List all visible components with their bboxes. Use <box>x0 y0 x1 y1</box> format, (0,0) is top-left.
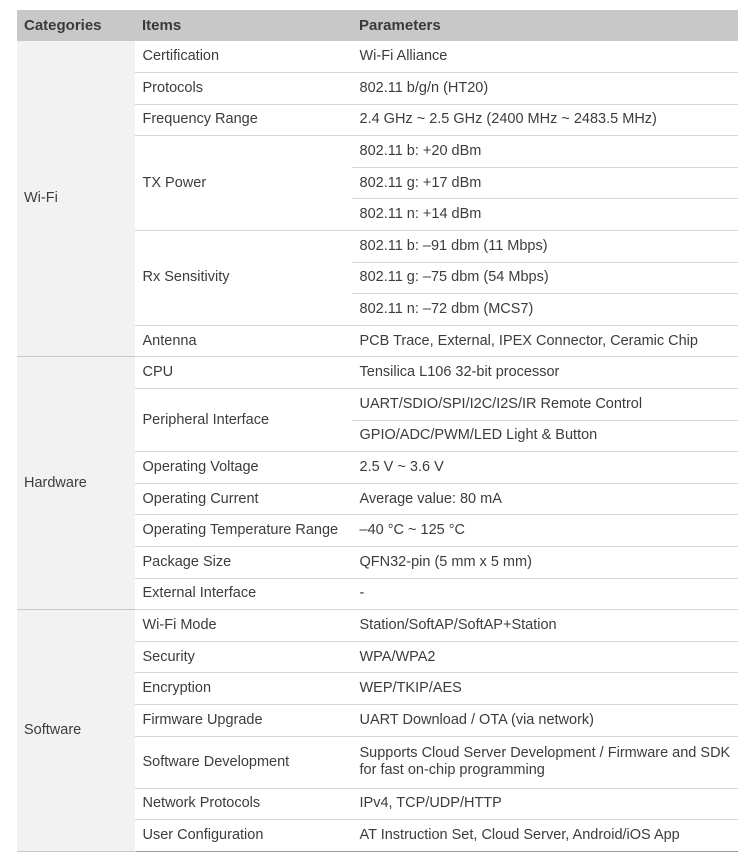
category-wi-fi: Wi-Fi <box>17 41 135 357</box>
header-items: Items <box>135 10 352 41</box>
param-frequency-range: 2.4 GHz ~ 2.5 GHz (2400 MHz ~ 2483.5 MHz) <box>352 104 738 136</box>
item-operating-voltage: Operating Voltage <box>135 452 352 484</box>
param-software-development: Supports Cloud Server Development / Firmware and SDK for fast on-chip programming <box>352 736 738 788</box>
param-tx-power-3: 802.11 n: +14 dBm <box>352 199 738 231</box>
item-protocols: Protocols <box>135 73 352 105</box>
param-firmware-upgrade: UART Download / OTA (via network) <box>352 704 738 736</box>
param-tx-power-2: 802.11 g: +17 dBm <box>352 167 738 199</box>
param-operating-voltage: 2.5 V ~ 3.6 V <box>352 452 738 484</box>
item-operating-temperature-range: Operating Temperature Range <box>135 515 352 547</box>
param-user-configuration: AT Instruction Set, Cloud Server, Android/iOS App <box>352 820 738 852</box>
header-categories: Categories <box>17 10 135 41</box>
item-external-interface: External Interface <box>135 578 352 610</box>
item-network-protocols: Network Protocols <box>135 788 352 820</box>
param-external-interface: - <box>352 578 738 610</box>
item-frequency-range: Frequency Range <box>135 104 352 136</box>
table-row <box>17 41 738 73</box>
param-antenna: PCB Trace, External, IPEX Connector, Ceramic Chip <box>352 325 738 357</box>
table-row <box>17 610 738 642</box>
item-rx-sensitivity: Rx Sensitivity <box>135 231 352 326</box>
param-wi-fi-mode: Station/SoftAP/SoftAP+Station <box>352 610 738 642</box>
item-firmware-upgrade: Firmware Upgrade <box>135 704 352 736</box>
item-package-size: Package Size <box>135 547 352 579</box>
item-user-configuration: User Configuration <box>135 820 352 852</box>
item-cpu: CPU <box>135 357 352 389</box>
item-encryption: Encryption <box>135 673 352 705</box>
param-certification: Wi-Fi Alliance <box>352 41 738 73</box>
table-row <box>17 357 738 389</box>
item-software-development: Software Development <box>135 736 352 788</box>
param-operating-temperature-range: –40 °C ~ 125 °C <box>352 515 738 547</box>
category-hardware: Hardware <box>17 357 135 610</box>
table-header-row <box>17 10 738 41</box>
spec-table <box>17 10 738 852</box>
param-encryption: WEP/TKIP/AES <box>352 673 738 705</box>
header-parameters: Parameters <box>352 10 738 41</box>
item-wi-fi-mode: Wi-Fi Mode <box>135 610 352 642</box>
param-network-protocols: IPv4, TCP/UDP/HTTP <box>352 788 738 820</box>
category-software: Software <box>17 610 135 852</box>
param-peripheral-interface-2: GPIO/ADC/PWM/LED Light & Button <box>352 420 738 452</box>
param-tx-power-1: 802.11 b: +20 dBm <box>352 136 738 168</box>
param-protocols: 802.11 b/g/n (HT20) <box>352 73 738 105</box>
spec-body <box>17 41 738 851</box>
param-rx-sensitivity-2: 802.11 g: –75 dbm (54 Mbps) <box>352 262 738 294</box>
item-peripheral-interface: Peripheral Interface <box>135 389 352 452</box>
param-operating-current: Average value: 80 mA <box>352 483 738 515</box>
param-rx-sensitivity-3: 802.11 n: –72 dbm (MCS7) <box>352 294 738 326</box>
item-certification: Certification <box>135 41 352 73</box>
item-antenna: Antenna <box>135 325 352 357</box>
item-operating-current: Operating Current <box>135 483 352 515</box>
param-cpu: Tensilica L106 32-bit processor <box>352 357 738 389</box>
item-tx-power: TX Power <box>135 136 352 231</box>
item-security: Security <box>135 641 352 673</box>
param-package-size: QFN32-pin (5 mm x 5 mm) <box>352 547 738 579</box>
param-peripheral-interface-1: UART/SDIO/SPI/I2C/I2S/IR Remote Control <box>352 389 738 421</box>
param-security: WPA/WPA2 <box>352 641 738 673</box>
param-rx-sensitivity-1: 802.11 b: –91 dbm (11 Mbps) <box>352 231 738 263</box>
